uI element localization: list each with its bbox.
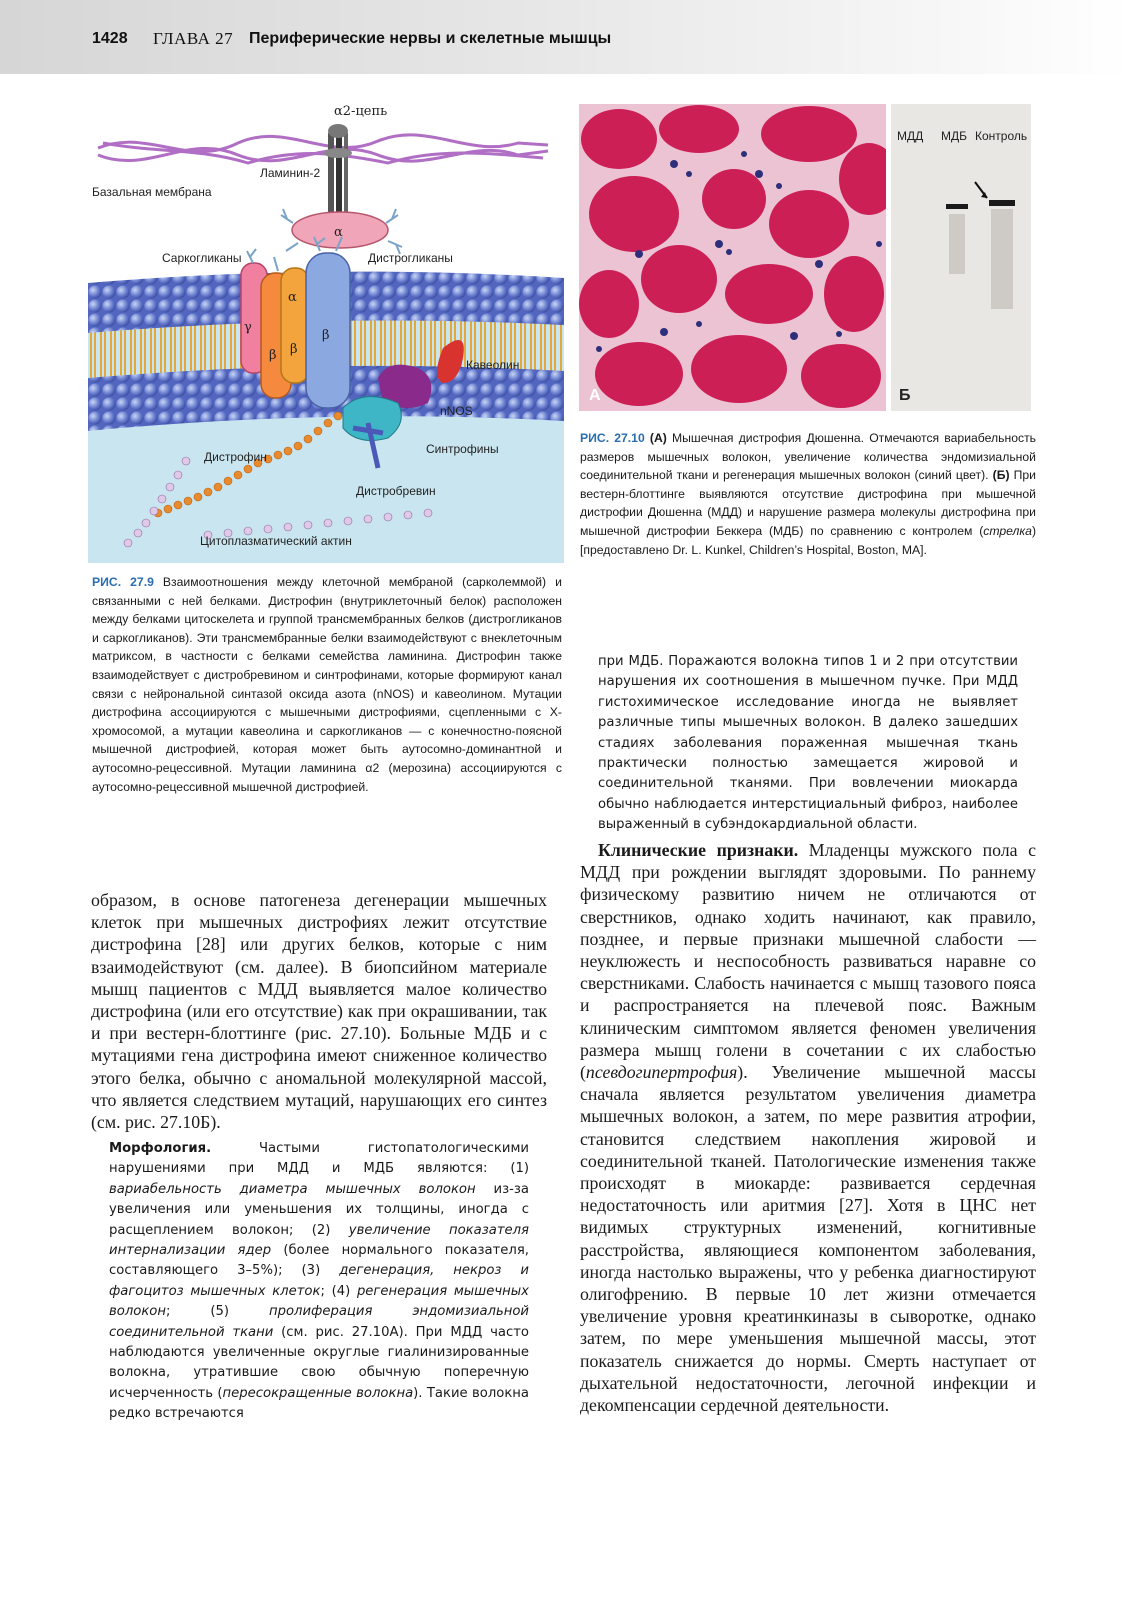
morph-text-6: (см. рис. 27.10А). При МДД часто наблюдаются увеличенные округлые гиалинизированные волокна, утратившие свою обычную поперечную исчерченность (: [109, 1324, 530, 1401]
label-alpha-sarcoglycan: α: [288, 290, 297, 305]
caption-b-arrow-word: стрелка: [983, 523, 1032, 538]
label-nnos: nNOS: [440, 404, 473, 418]
label-gamma: γ: [244, 320, 252, 335]
caption-a-tag: (А): [649, 431, 667, 445]
morph-em-3: дегенерация, некроз и фагоцитоз мышечных клеток: [109, 1263, 529, 1299]
figure-27-10-number: РИС. 27.10: [580, 431, 645, 445]
label-laminin: Ламинин-2: [260, 166, 321, 180]
left-column-paragraph: образом, в основе патогенеза дегенерации мышечных клеток при мышечных дистрофиях лежит отсутствие дистрофина [28] или других белков, которые с ним взаимодействуют (см. далее). В биопсийном материале мышц пациентов с МДД выявляется малое количество дистрофина (или его отсутствие) как при окрашивании, так и при вестерн-блоттинге (рис. 27.10). Больные МДБ и с мутациями гена дистрофина имеют сниженное количество этого белка, обычно с аномальной молекулярной массой, что является следствием мутаций, нарушающих его синтез (см. рис. 27.10Б).: [91, 890, 547, 1133]
figure-27-9-caption-text: Взаимоотношения между клеточной мембраной (сарколеммой) и связанными с ней белками. Дистрофин (внутриклеточный белок) расположен между белками цитоскелета и группой трансмембранных белков (дистрогликанов и саркогликанов). Эти трансмембранные белки взаимодействуют с внеклеточным матриксом, в частности с белками семейства ламинина. Дистрофин также взаимодействует с дистробревином и синтрофинами, которые формируют канал связи с нейрональной синтазой оксида азота (nNOS) и кавеолином. Мутации дистрофина ассоциируются с мышечными дистрофиями, сцепленными с Х-хромосомой, а мутации кавеолина и саркогликанов — с конечностно-поясной мышечной дистрофией, которая может быть аутосомно-доминантной и аутосомно-рецессивной. Мутации ламинина α2 (мерозина) ассоциируются с аутосомно-рецессивной мышечной дистрофией.: [92, 575, 562, 794]
morph-em-1: вариабельность диаметра мышечных волокон: [109, 1181, 476, 1197]
panel-b-letter: Б: [899, 387, 911, 404]
label-basal-membrane: Базальная мембрана: [92, 185, 212, 199]
lane-label-dmd: МДД: [897, 129, 924, 143]
figure-27-10b-western-blot-image: [891, 104, 1031, 411]
morph-text-1: Частыми гистопатологическими нарушениями при МДД и МДБ являются: (1): [109, 1141, 529, 1177]
label-beta-sarcoglycan-1: β: [269, 348, 277, 363]
chapter-label: ГЛАВА 27: [153, 29, 234, 48]
morph-text-5: ; (5): [166, 1304, 269, 1320]
label-beta-sarcoglycan-2: β: [290, 342, 298, 357]
label-caveolin: Кавеолин: [466, 358, 520, 372]
caption-a-text: Мышечная дистрофия Дюшенна. Отмечаются вариабельность размеров мышечных волокон, увеличение количества эндомизиальной соединительной ткани и регенерация мышечных волокон (синий цвет).: [580, 431, 1037, 483]
clinical-text-1: Младенцы мужского пола с МДД при рождении выглядят здоровыми. По раннему физическому развитию ничем не отличаются от сверстников, однако ходить начинают, как правило, позднее, и первые признаки мышечной слабости — неуклюжесть и неспособность развиваться наравне со сверстниками. Слабость начинается с мышц тазового пояса и распространяется на плечевой пояс. Важным клиническим симптомом является феномен увеличения размера мышц голени в сочетании с их слабостью (: [580, 840, 1036, 1083]
label-alpha-dystroglycan: α: [334, 225, 343, 240]
figure-27-9-number: РИС. 27.9: [92, 575, 154, 589]
clinical-features-paragraph: [580, 839, 1036, 1416]
morph-text-4: ; (4): [320, 1283, 357, 1299]
morph-em-5: пролиферация эндомизиальной соединительной ткани: [109, 1304, 530, 1340]
morphology-continued-paragraph: при МДБ. Поражаются волокна типов 1 и 2 при отсутствии нарушения их соотношения в мышечном пучке. При МДД гистохимическое исследование иногда не выявляет различные типы мышечных волокон. В далеко зашедших стадиях заболевания пораженная мышечная ткань практически полностью замещается жировой и соединительной тканями. При вовлечении миокарда обычно наблюдается интерстициальный фиброз, наиболее выраженный в субэндокардиальной области.: [598, 654, 1018, 833]
clinical-text-2: ). Увеличение мышечной массы сначала является результатом увеличения диаметра мышечных волокон, а затем, по мере развития атрофии, становится следствием накопления жировой и соединительной тканей. Патологические изменения также происходят в миокарде: развивается сердечная недостаточность или аритмия [27]. Хотя в ЦНС нет видимых структурных изменений, когнитивные расстройства, являющиеся компонентом заболевания, иногда настолько выражены, что у ребенка диагностируют олигофрению. В первые 10 лет жизни отмечается увеличение уровня креатинкиназы в сыворотке, однако затем, по мере уменьшения мышечной массы, этот показатель снижается до нормы. Смерть наступает от дыхательной недостаточности, легочной инфекции и декомпенсации сердечной деятельности.: [580, 1062, 1036, 1416]
label-dystrophin: Дистрофин: [204, 450, 267, 464]
morph-em-4: регенерация мышечных волокон: [109, 1283, 529, 1320]
morph-em-6: пересокращенные волокна: [222, 1385, 414, 1401]
label-alpha2-chain: α2-цепь: [334, 104, 388, 119]
morph-text-7: ). Такие волокна редко встречаются: [109, 1385, 529, 1422]
caption-b-end: ) [предоставлено Dr. L. Kunkel, Children’s Hospital, Boston, MA].: [580, 523, 1036, 557]
lane-label-bmd: МДБ: [941, 129, 967, 143]
caption-b-tag: (Б): [992, 468, 1010, 483]
figure-27-9-caption: [92, 573, 562, 796]
label-beta-dystroglycan: β: [322, 328, 330, 343]
morph-text-3: (более нормального показателя, составляющего 3–5%); (3): [109, 1243, 529, 1279]
figure-27-10-caption: [580, 429, 1036, 559]
lane-label-control: Контроль: [975, 129, 1028, 143]
figure-27-9-diagram: [88, 103, 564, 563]
label-dystroglycans: Дистрогликаны: [368, 251, 453, 265]
morphology-heading: Морфология.: [109, 1141, 212, 1156]
caption-b-text: При вестерн-блоттинге выявляются отсутствие дистрофина при мышечной дистрофии Дюшенна (МДД) и нарушение размера молекулы дистрофина при мышечной дистрофии Беккера (МДБ) по сравнению с контролем (: [580, 468, 1036, 538]
morph-text-2: из-за увеличения или уменьшения их толщины, иногда с расщеплением волокон; (2): [109, 1181, 529, 1238]
label-sarcoglycans: Саркогликаны: [162, 251, 242, 265]
morphology-paragraph: [109, 1139, 529, 1425]
clinical-em: псевдогипертрофия: [585, 1062, 738, 1083]
page-number: 1428: [92, 30, 128, 47]
clinical-heading: Клинические признаки.: [598, 840, 799, 860]
panel-a-letter: А: [589, 387, 601, 404]
label-dystrobrevin: Дистробревин: [356, 484, 436, 498]
chapter-title: Периферические нервы и скелетные мышцы: [249, 30, 612, 47]
label-actin: Цитоплазматический актин: [200, 534, 352, 548]
morph-em-2: увеличение показателя интернализации ядер: [109, 1222, 529, 1259]
label-syntrophins: Синтрофины: [426, 442, 499, 456]
figure-27-10a-histology-image: [579, 104, 886, 411]
